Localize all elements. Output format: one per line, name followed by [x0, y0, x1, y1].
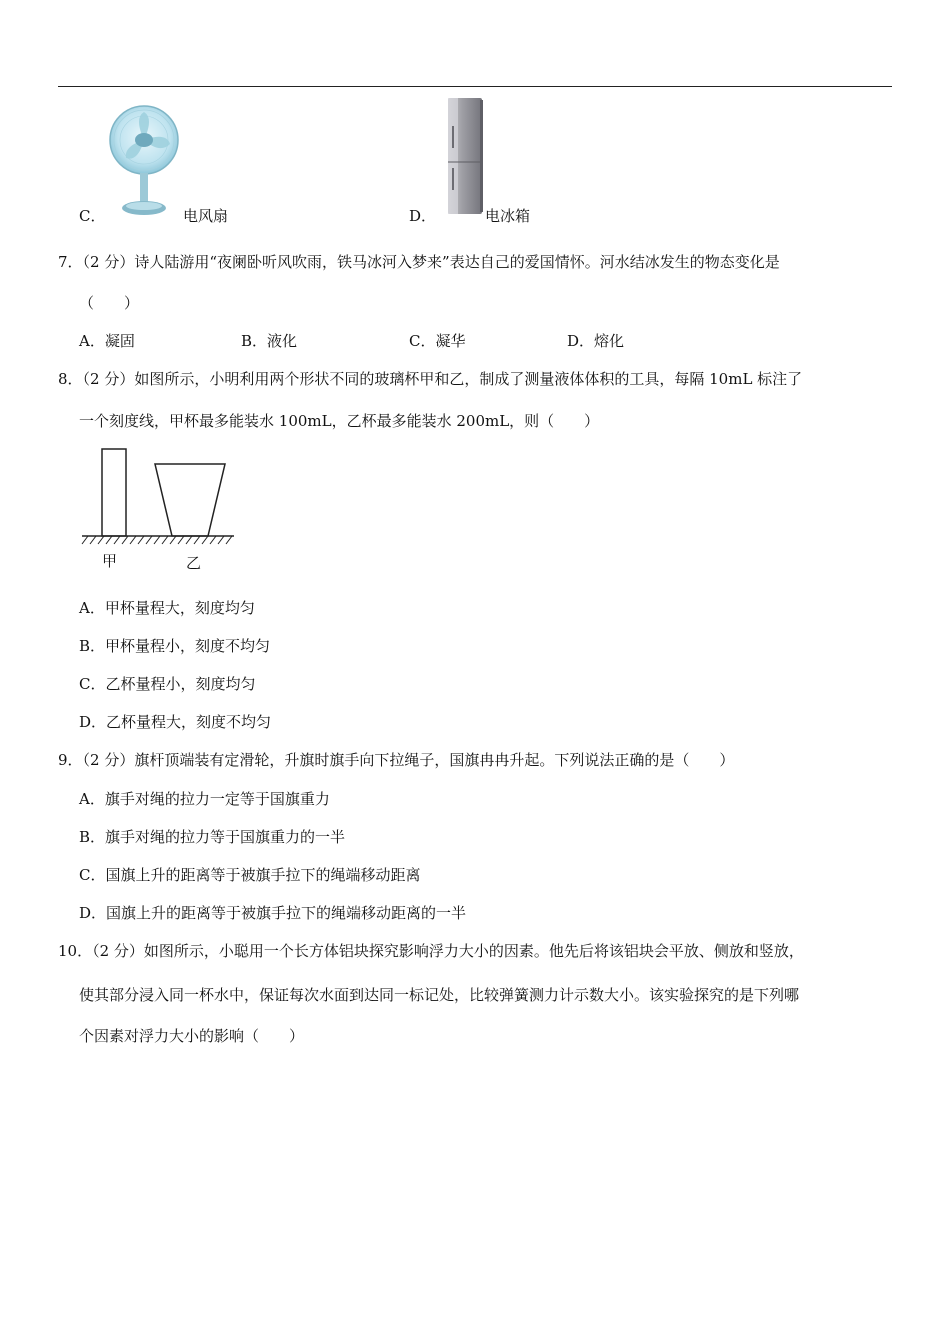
header-rule	[58, 86, 892, 87]
q9-option-a: A．旗手对绳的拉力一定等于国旗重力	[79, 790, 330, 808]
option-d-label: 电冰箱	[485, 207, 531, 225]
cup-jia-label: 甲	[102, 552, 118, 570]
q8-option-c: C．乙杯量程小，刻度均匀	[79, 675, 256, 693]
ground-hatching	[82, 536, 232, 544]
q7-option-b: B．液化	[241, 332, 298, 350]
q7-stem-line1: 7．（2 分）诗人陆游用“夜阑卧听风吹雨，铁马冰河入梦来”表达自己的爱国情怀。河水结冰发生的物态变化是	[58, 253, 780, 271]
q7-option-a: A．凝固	[79, 332, 135, 350]
q10-stem-line1: 10．（2 分）如图所示，小聪用一个长方体铝块探究影响浮力大小的因素。他先后将该铝块会平放、侧放和竖放，	[58, 942, 804, 960]
q8-stem-line2: 一个刻度线，甲杯最多能装水 100mL，乙杯最多能装水 200mL，则（ ）	[79, 412, 600, 430]
q9-option-d: D．国旗上升的距离等于被旗手拉下的绳端移动距离的一半	[79, 904, 467, 922]
option-d-letter: D．	[409, 207, 437, 225]
q9-option-c: C．国旗上升的距离等于被旗手拉下的绳端移动距离	[79, 866, 421, 884]
cup-yi-shape	[155, 464, 225, 536]
q7-option-c: C．凝华	[409, 332, 466, 350]
cup-jia-shape	[102, 449, 126, 536]
option-c-letter: C．	[79, 207, 106, 225]
q8-option-b: B．甲杯量程小，刻度不均匀	[79, 637, 271, 655]
cups-figure	[78, 446, 238, 572]
electric-fan-image	[108, 100, 180, 218]
q8-option-a: A．甲杯量程大，刻度均匀	[79, 599, 255, 617]
q9-option-b: B．旗手对绳的拉力等于国旗重力的一半	[79, 828, 346, 846]
refrigerator-image	[444, 96, 488, 218]
q8-stem-line1: 8．（2 分）如图所示，小明利用两个形状不同的玻璃杯甲和乙，制成了测量液体体积的工具，每隔 10mL 标注了	[58, 370, 803, 388]
q7-stem-line2: （ ）	[79, 294, 140, 312]
q8-option-d: D．乙杯量程大，刻度不均匀	[79, 713, 272, 731]
option-c-label: 电风扇	[183, 207, 229, 225]
cup-yi-label: 乙	[186, 554, 202, 572]
q9-stem: 9．（2 分）旗杆顶端装有定滑轮，升旗时旗手向下拉绳子，国旗冉冉升起。下列说法正确的是（ ）	[58, 751, 735, 769]
q7-option-d: D．熔化	[567, 332, 625, 350]
q10-stem-line3: 个因素对浮力大小的影响（ ）	[79, 1027, 305, 1045]
q10-stem-line2: 使其部分浸入同一杯水中，保证每次水面到达同一标记处，比较弹簧测力计示数大小。该实验探究的是下列哪	[79, 986, 800, 1004]
